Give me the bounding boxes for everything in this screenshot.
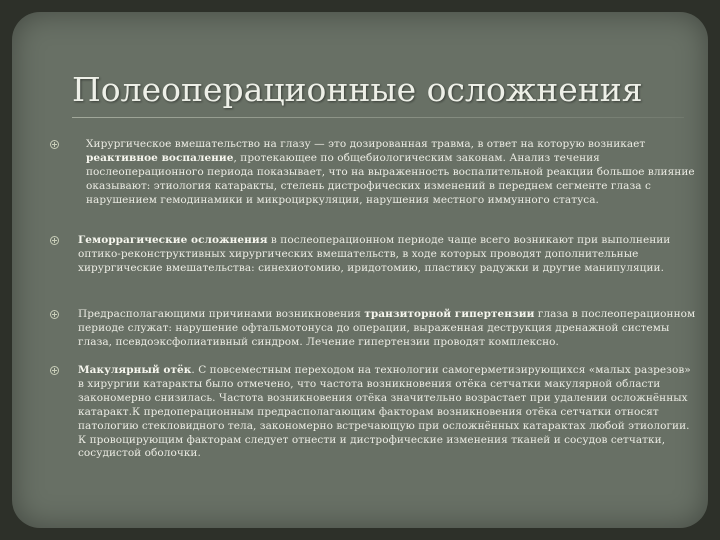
bullet-item-hemorrhagic-complications <box>50 234 698 276</box>
title-underline <box>72 117 684 118</box>
bullet-item-reactive-inflammation <box>50 138 698 208</box>
bullet-text: Предрасполагающими причинами возникновения транзиторной гипертензии глаза в послеоперационном периоде служат: нарушение офтальмотонуса до операции, выраженная деструкция дренажной системы глаза, псевдоэксфолиативный синдром. Лечение гипертензии проводят комплексно. <box>78 308 696 348</box>
bullet-text: Геморрагические осложнения в послеоперационном периоде чаще всего возникают при выполнении оптико-реконструктивных хирургических вмешательств, в ходе которых проводят дополнительные хирургические вмешательства: синехиотомию, иридотомию, пластику радужки и другие манипуляции. <box>78 234 671 274</box>
slide-title: Полеоперационные осложнения <box>72 70 643 109</box>
bullet-item-transient-hypertension <box>50 308 698 350</box>
bullet-text: Макулярный отёк. С повсеместным переходом на технологии самогерметизирующихся «малых разрезов» в хирургии катаракты было отмечено, что частота возникновения отёка сетчатки макулярной области закономерно снизилась. Частота возникновения отёка значительно возрастает при удалении осложнённых катаракт.К предоперационным предрасполагающим факторам возникновения отёка сетчатки относят патологию стекловидного тела, закономерно встречающую при осложнённых катарактах любой этиологии. К провоцирующим факторам следует отнести и дистрофические изменения тканей и сосудов сетчатки, сосудистой оболочки. <box>78 364 691 460</box>
bullet-marker-icon <box>50 140 59 149</box>
bullet-text: Хирургическое вмешательство на глазу — это дозированная травма, в ответ на которую возникает реактивное воспаление, протекающее по общебиологическим законам. Анализ течения послеоперационного периода показывает, что на выраженность воспалительной реакции большое влияние оказывают: этиология катаракты, стелень дистрофических изменений в переднем сегменте глаза с нарушением гемодинамики и микроциркуляции, нарушения местного иммунного статуса. <box>86 138 695 206</box>
bullet-marker-icon <box>50 310 59 319</box>
bullet-marker-icon <box>50 236 59 245</box>
bullet-marker-icon <box>50 366 59 375</box>
bullet-item-macular-edema <box>50 364 698 461</box>
slide <box>12 12 708 528</box>
